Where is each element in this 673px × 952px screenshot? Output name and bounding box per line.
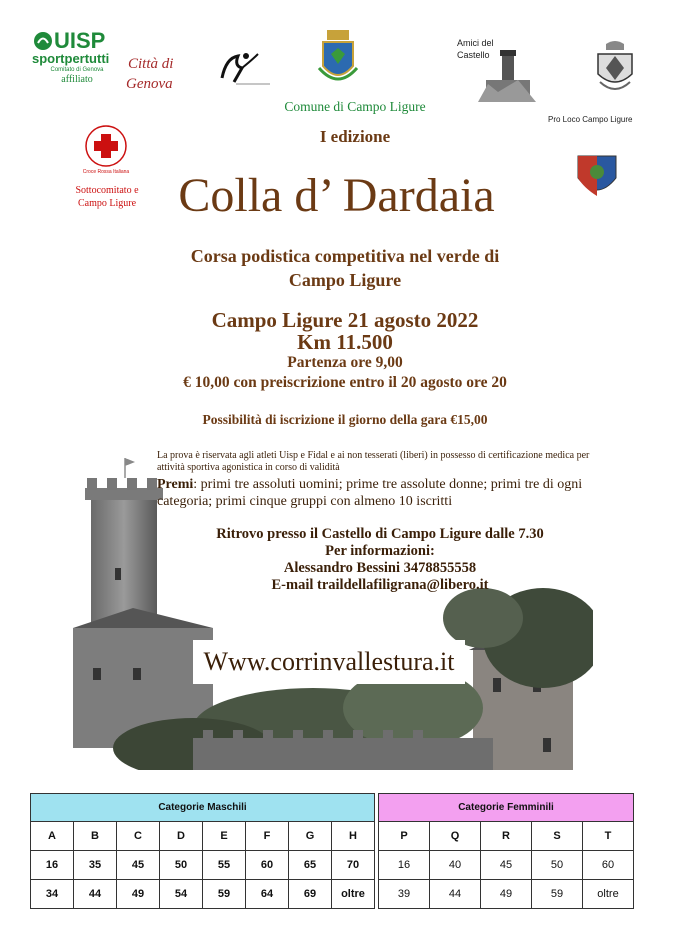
categories-table <box>30 793 634 909</box>
male-letter: F <box>246 822 289 851</box>
male-age-to: 59 <box>203 880 246 909</box>
male-age-from: 16 <box>31 851 74 880</box>
male-letter: A <box>31 822 74 851</box>
start-time: Partenza ore 9,00 <box>287 354 403 371</box>
prizes-label: Premi <box>157 477 194 492</box>
female-age-from: 40 <box>430 851 481 880</box>
male-age-to: 44 <box>74 880 117 909</box>
male-categories-header: Categorie Maschili <box>31 794 375 822</box>
table-row-letters <box>31 822 634 851</box>
female-letter: P <box>379 822 430 851</box>
prizes-text <box>157 476 627 510</box>
female-age-from: 50 <box>532 851 583 880</box>
uisp-mark: UISP <box>54 28 106 53</box>
castle-small-logo <box>478 40 536 102</box>
male-age-to: 34 <box>31 880 74 909</box>
female-age-to: oltre <box>583 880 634 909</box>
castle-small-icon <box>478 40 536 102</box>
meeting-point: Ritrovo presso il Castello di Campo Ligure dalle 7.30 <box>216 526 544 542</box>
male-age-to: 54 <box>160 880 203 909</box>
male-letter: H <box>332 822 375 851</box>
female-age-from: 16 <box>379 851 430 880</box>
male-age-from: 60 <box>246 851 289 880</box>
amici-line-2: Castello <box>457 50 490 60</box>
male-age-from: 65 <box>289 851 332 880</box>
comune-crest-logo <box>315 28 361 90</box>
redcross-line-2: Campo Ligure <box>77 198 137 209</box>
table-row-to <box>31 880 634 909</box>
proloco-crest-icon <box>592 38 638 98</box>
uisp-small: Comitato di Genova <box>50 67 104 73</box>
preregistration-price: € 10,00 con preiscrizione entro il 20 agosto ore 20 <box>183 374 507 391</box>
male-letter: E <box>203 822 246 851</box>
event-title: Colla d’ Dardaia <box>178 169 495 222</box>
event-date: Campo Ligure 21 agosto 2022 <box>211 308 479 332</box>
redcross-line-1: Sottocomitato e <box>75 185 139 196</box>
male-age-from: 55 <box>203 851 246 880</box>
prizes-detail: : primi tre assoluti uomini; prime tre assolute donne; primi tre di ogni categoria; primi cinque gruppi con almeno 10 iscritti <box>157 477 583 509</box>
female-letter: Q <box>430 822 481 851</box>
runner-logo <box>212 48 272 92</box>
event-distance: Km 11.500 <box>297 330 393 354</box>
table-row-from <box>31 851 634 880</box>
amici-line-1: Amici del <box>457 38 494 48</box>
male-age-to: oltre <box>332 880 375 909</box>
comune-label: Comune di Campo Ligure <box>284 99 426 114</box>
female-age-from: 60 <box>583 851 634 880</box>
sameday-registration: Possibilità di iscrizione il giorno della gara €15,00 <box>202 412 488 427</box>
female-letter: R <box>481 822 532 851</box>
male-age-to: 49 <box>117 880 160 909</box>
citta-genova-icon <box>124 48 184 98</box>
male-age-from: 70 <box>332 851 375 880</box>
female-categories-header: Categorie Femminili <box>379 794 634 822</box>
female-age-to: 49 <box>481 880 532 909</box>
citta-text-1: Città di <box>128 56 174 72</box>
male-age-to: 64 <box>246 880 289 909</box>
contact-email[interactable]: E-mail traildellafiligrana@libero.it <box>271 577 489 593</box>
female-letter: T <box>583 822 634 851</box>
citta-text-2: Genova <box>126 76 173 92</box>
uisp-affiliato: affiliato <box>61 74 93 85</box>
female-age-to: 59 <box>532 880 583 909</box>
male-letter: G <box>289 822 332 851</box>
uisp-emblem-icon <box>32 30 54 52</box>
runner-icon <box>212 48 272 92</box>
proloco-label: Pro Loco Campo Ligure <box>548 115 633 124</box>
male-age-from: 35 <box>74 851 117 880</box>
uisp-logo <box>32 30 122 86</box>
uisp-sub: sportpertutti <box>32 51 110 66</box>
contact-phone: Alessandro Bessini 3478855558 <box>283 560 477 576</box>
male-letter: C <box>117 822 160 851</box>
info-block <box>160 526 600 594</box>
subtitle-line-2: Campo Ligure <box>288 270 402 290</box>
subtitle-line-1: Corsa podistica competitiva nel verde di <box>190 246 500 266</box>
citta-genova-logo <box>124 48 184 98</box>
male-age-from: 45 <box>117 851 160 880</box>
female-age-to: 44 <box>430 880 481 909</box>
female-age-from: 45 <box>481 851 532 880</box>
proloco-crest-logo <box>592 38 638 98</box>
website-link[interactable]: Www.corrinvallestura.it <box>203 647 455 676</box>
female-age-to: 39 <box>379 880 430 909</box>
female-letter: S <box>532 822 583 851</box>
eligibility-rules: La prova è riservata agli atleti Uisp e Fidal e ai non tesserati (liberi) in possesso di certificazione medica per attività sportiva agonistica in corso di validità <box>157 450 590 473</box>
redcross-small-text: Croce Rossa Italiana <box>82 169 130 174</box>
male-letter: D <box>160 822 203 851</box>
event-subtitle <box>120 244 570 292</box>
comune-crest-icon <box>315 28 361 90</box>
male-letter: B <box>74 822 117 851</box>
edition-label: I edizione <box>319 127 391 146</box>
male-age-to: 69 <box>289 880 332 909</box>
info-label: Per informazioni: <box>325 543 435 559</box>
male-age-from: 50 <box>160 851 203 880</box>
